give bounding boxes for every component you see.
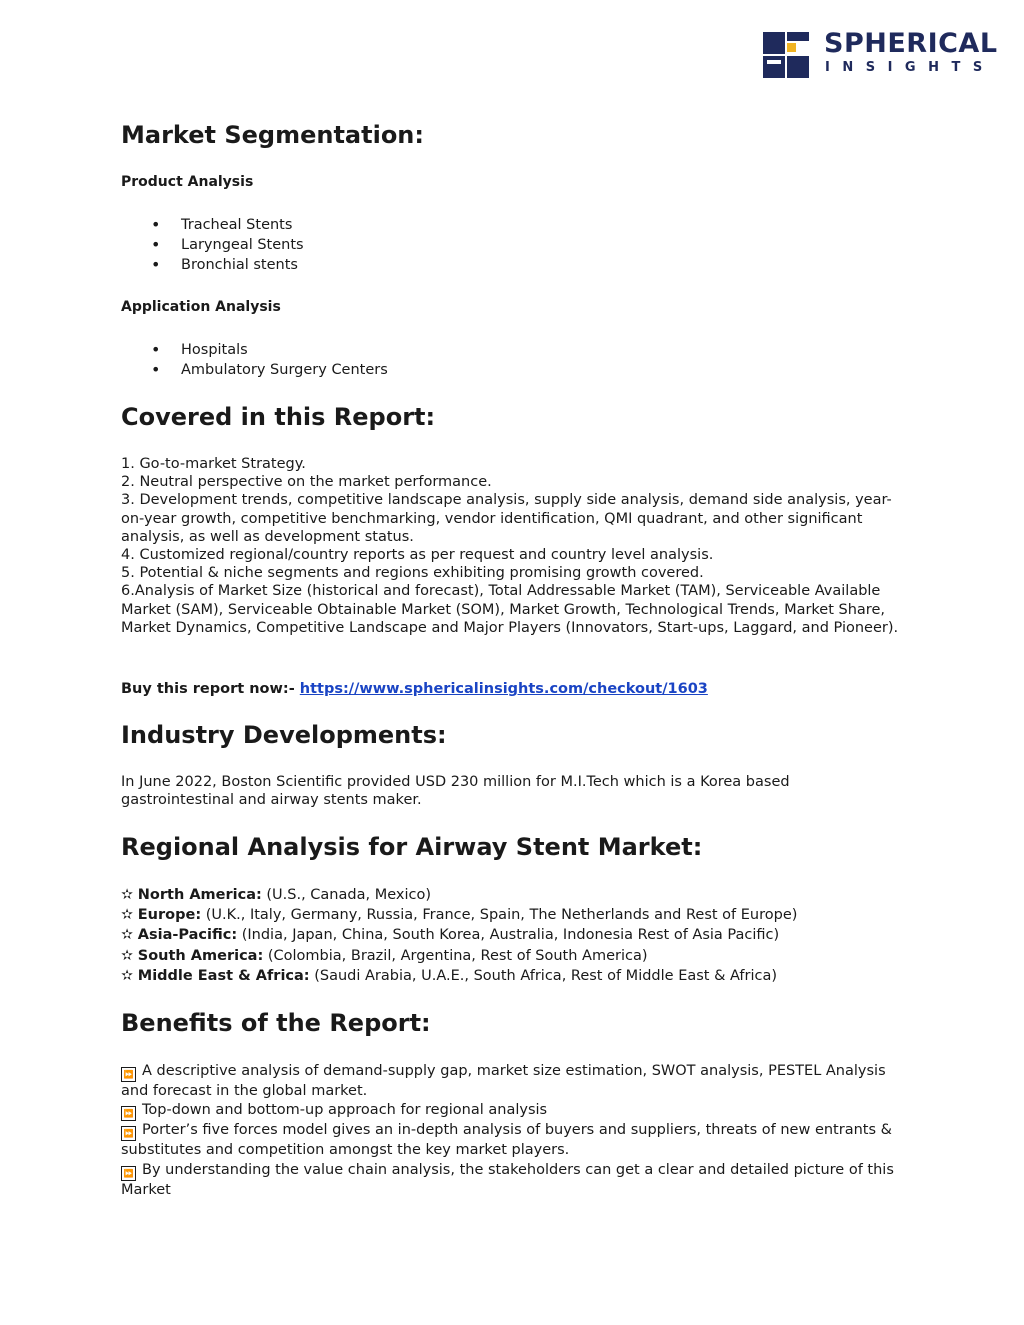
- region-name: Europe:: [137, 907, 202, 924]
- list-item: • Ambulatory Surgery Centers: [121, 360, 388, 380]
- list-item: 3. Development trends, competitive landscape analysis, supply side analysis, demand side analysis, year-on-year growth, competitive benchmarking, vendor identification, QMI quadrant, and other significant analysis, as well as development status.: [121, 492, 892, 545]
- benefits-list: [121, 1062, 911, 1200]
- list-item: 6.Analysis of Market Size (historical and forecast), Total Addressable Market (TAM), Serviceable Available Market (SAM), Serviceable Obtainable Market (SOM), Market Growth, Technological Trends, Market Share, Market Dynamics, Competitive Landscape and Major Players (Innovators, Start-ups, Laggard, and Pioneer).: [121, 583, 899, 636]
- benefit-text: By understanding the value chain analysis, the stakeholders can get a clear and detailed picture of this Market: [121, 1161, 894, 1198]
- list-item: 2. Neutral perspective on the market performance.: [121, 474, 492, 491]
- regional-list: [121, 885, 797, 986]
- region-countries: (India, Japan, China, South Korea, Australia, Indonesia Rest of Asia Pacific): [237, 927, 780, 944]
- benefits-heading: Benefits of the Report:: [121, 1009, 431, 1037]
- list-item: 1. Go-to-market Strategy.: [121, 456, 306, 472]
- benefit-text: A descriptive analysis of demand-supply gap, market size estimation, SWOT analysis, PESTEL Analysis and forecast in the global market.: [121, 1063, 886, 1099]
- list-item: [121, 1121, 911, 1160]
- buy-report-line: [121, 680, 708, 698]
- star-icon: ✫: [121, 947, 134, 964]
- fast-forward-icon: ⏩: [121, 1126, 136, 1141]
- star-icon: ✫: [121, 907, 134, 924]
- region-name: Asia-Pacific:: [137, 927, 238, 944]
- spherical-insights-logo: [763, 28, 998, 78]
- list-item: • Bronchial stents: [121, 255, 304, 275]
- benefit-text: Porter’s five forces model gives an in-depth analysis of buyers and suppliers, threats of new entrants & substitutes and competition amongst the key market players.: [121, 1122, 892, 1159]
- application-analysis-title: Application Analysis: [121, 299, 281, 315]
- benefit-text: Top-down and bottom-up approach for regional analysis: [142, 1102, 548, 1119]
- market-segmentation-heading: Market Segmentation:: [121, 121, 424, 149]
- industry-developments-text: In June 2022, Boston Scientific provided USD 230 million for M.I.Tech which is a Korea based gastrointestinal and airway stents maker.: [121, 774, 790, 809]
- list-item: [121, 1062, 911, 1101]
- region-countries: (U.K., Italy, Germany, Russia, France, Spain, The Netherlands and Rest of Europe): [201, 907, 798, 924]
- fast-forward-icon: ⏩: [121, 1106, 136, 1121]
- list-item: [121, 966, 797, 986]
- buy-label: Buy this report now:-: [121, 681, 300, 697]
- checkout-link[interactable]: https://www.sphericalinsights.com/checkout/1603: [299, 681, 708, 697]
- covered-heading: Covered in this Report:: [121, 403, 436, 431]
- region-countries: (Colombia, Brazil, Argentina, Rest of South America): [263, 947, 648, 964]
- application-analysis-list: [121, 340, 388, 380]
- product-analysis-title: Product Analysis: [121, 174, 254, 190]
- logo-mark-icon: [763, 32, 809, 78]
- star-icon: ✫: [121, 967, 134, 984]
- list-item: • Hospitals: [121, 340, 388, 360]
- list-item: [121, 925, 797, 945]
- covered-list: [121, 455, 911, 637]
- fast-forward-icon: ⏩: [121, 1067, 136, 1082]
- star-icon: ✫: [121, 927, 134, 944]
- region-name: Middle East & Africa:: [137, 967, 310, 984]
- logo-tagline: INSIGHTS: [825, 60, 995, 75]
- list-item: [121, 885, 797, 905]
- region-countries: (Saudi Arabia, U.A.E., South Africa, Rest of Middle East & Africa): [309, 967, 778, 984]
- list-item: [121, 1161, 911, 1200]
- list-item: [121, 1101, 911, 1121]
- list-item: 5. Potential & niche segments and regions exhibiting promising growth covered.: [121, 565, 704, 582]
- region-name: North America:: [137, 887, 262, 903]
- region-countries: (U.S., Canada, Mexico): [261, 887, 431, 903]
- list-item: 4. Customized regional/country reports as per request and country level analysis.: [121, 547, 714, 564]
- industry-developments-heading: Industry Developments:: [121, 721, 447, 749]
- regional-analysis-heading: Regional Analysis for Airway Stent Market:: [121, 833, 703, 861]
- logo-name: SPHERICAL: [824, 28, 998, 59]
- star-icon: ✫: [121, 887, 134, 903]
- list-item: • Laryngeal Stents: [121, 235, 304, 255]
- region-name: South America:: [137, 947, 264, 964]
- fast-forward-icon: ⏩: [121, 1166, 136, 1181]
- list-item: [121, 946, 797, 966]
- product-analysis-list: [121, 215, 304, 275]
- list-item: [121, 905, 797, 925]
- list-item: • Tracheal Stents: [121, 215, 304, 235]
